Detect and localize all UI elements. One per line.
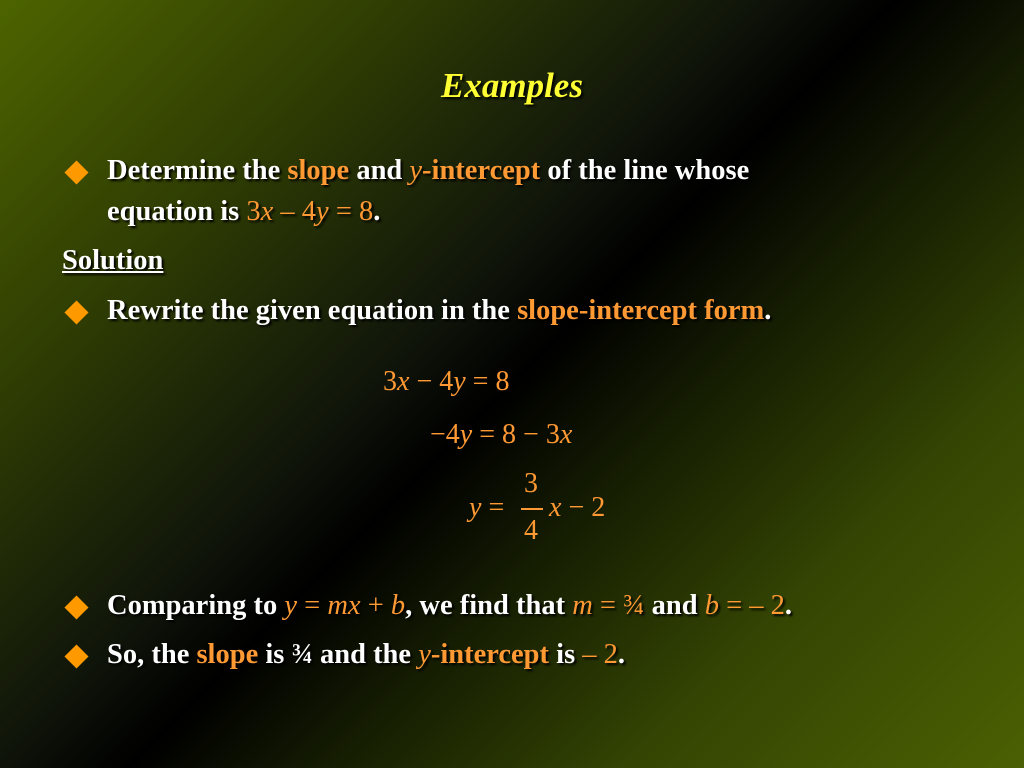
eq-part: =: [297, 590, 328, 621]
diamond-bullet-icon: [64, 160, 88, 184]
period: .: [764, 295, 772, 326]
bullet-4: [107, 639, 625, 671]
eq-part: y: [469, 492, 482, 523]
fraction-bar: [521, 508, 543, 510]
equation-1: [383, 366, 509, 398]
bullet-1-line-1: [107, 155, 749, 187]
period: .: [784, 590, 793, 621]
eq-part: 3: [246, 196, 261, 227]
eq-part: = 8: [328, 196, 374, 227]
eq-part: y: [459, 419, 473, 450]
eq-part: b: [390, 590, 406, 621]
bullet-3: [107, 590, 792, 622]
fraction-numerator: 3: [524, 468, 538, 499]
y-variable: y: [409, 155, 423, 186]
m-value: [572, 590, 644, 621]
equation-2: [430, 419, 572, 451]
intercept-term: -intercept: [430, 639, 550, 670]
slope-term: slope: [196, 639, 259, 670]
slope-intercept-form-term: slope-intercept form: [517, 295, 765, 326]
b-value: [705, 590, 785, 621]
slide-title: Examples: [441, 66, 583, 105]
equation-3-right: [549, 492, 605, 524]
text-segment: of the line whose: [540, 155, 750, 186]
text-segment: and: [349, 155, 410, 186]
fraction-denominator: 4: [524, 515, 538, 546]
equation-3-left: [469, 492, 504, 524]
diamond-bullet-icon: [64, 300, 88, 324]
eq-part: mx: [327, 590, 361, 621]
inline-equation: [284, 590, 405, 621]
text-segment: , we find that: [405, 590, 573, 621]
eq-part: − 2: [561, 492, 606, 523]
text-segment: and: [644, 590, 705, 621]
period: .: [373, 196, 381, 227]
eq-part: m: [572, 590, 593, 621]
diamond-bullet-icon: [64, 644, 88, 668]
slope-term: slope: [287, 155, 350, 186]
eq-part: − 4: [409, 366, 454, 397]
text-segment: Rewrite the given equation in the: [107, 295, 518, 326]
eq-part: = ¾: [592, 590, 645, 621]
intercept-value: – 2: [582, 639, 618, 670]
intercept-term: -intercept: [422, 155, 541, 186]
eq-part: x: [559, 419, 573, 450]
eq-part: y: [453, 366, 466, 397]
eq-part: =: [481, 492, 505, 523]
eq-part: y: [316, 196, 329, 227]
solution-label: Solution: [62, 245, 164, 276]
eq-part: 3: [383, 366, 397, 397]
eq-part: – 4: [273, 196, 317, 227]
bullet-2: [107, 295, 771, 327]
eq-part: +: [360, 590, 391, 621]
y-variable: y: [418, 639, 431, 670]
inline-equation: [246, 196, 373, 227]
text-segment: Comparing to: [107, 590, 285, 621]
eq-part: = – 2: [718, 590, 785, 621]
eq-part: x: [397, 366, 410, 397]
text-segment: is ¾ and the: [258, 639, 419, 670]
eq-part: = 8 − 3: [472, 419, 560, 450]
eq-part: b: [704, 590, 719, 621]
text-segment: So, the: [107, 639, 197, 670]
eq-part: x: [549, 492, 562, 523]
diamond-bullet-icon: [64, 595, 88, 619]
eq-part: = 8: [465, 366, 510, 397]
bullet-1-line-2: [107, 196, 380, 228]
period: .: [617, 639, 626, 670]
eq-part: x: [260, 196, 274, 227]
text-segment: is: [549, 639, 583, 670]
text-segment: equation is: [107, 196, 247, 227]
eq-part: −4: [430, 419, 460, 450]
text-segment: Determine the: [107, 155, 288, 186]
eq-part: y: [284, 590, 297, 621]
